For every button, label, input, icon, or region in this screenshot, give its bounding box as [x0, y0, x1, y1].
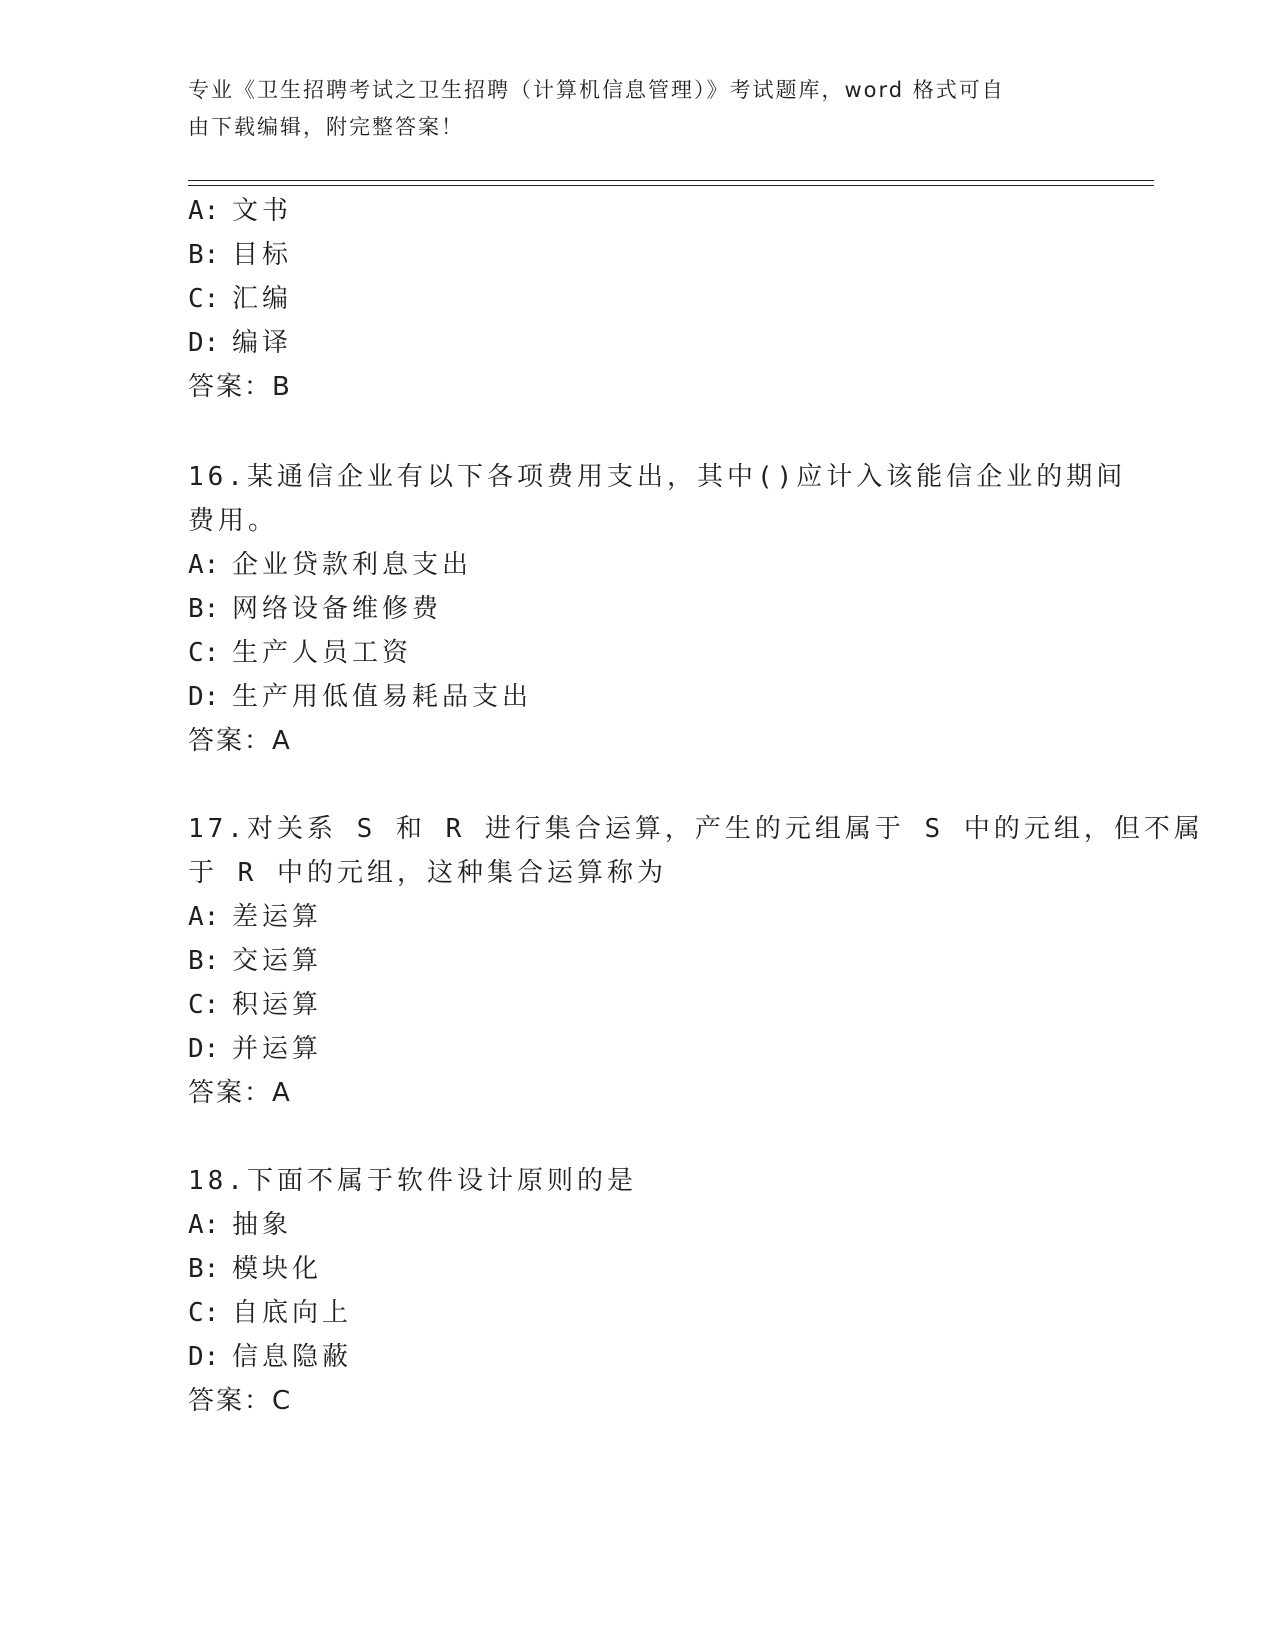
q16-option-d: D: 生产用低值易耗品支出 — [188, 682, 533, 712]
header-line-2: 由下载编辑，附完整答案！ — [188, 115, 464, 139]
question-18-text: 18.下面不属于软件设计原则的是 — [188, 1166, 637, 1196]
q17-option-c: C: 积运算 — [188, 990, 323, 1020]
question-16-text-cont: 费用。 — [188, 506, 279, 536]
q18-option-a: A: 抽象 — [188, 1210, 293, 1240]
option-d: D: 编译 — [188, 328, 293, 358]
header-rule-top — [188, 180, 1154, 181]
q18-answer: 答案：C — [188, 1386, 293, 1416]
q16-option-c: C: 生产人员工资 — [188, 638, 413, 668]
question-17-text-cont: 于 R 中的元组，这种集合运算称为 — [188, 858, 667, 888]
q17-option-d: D: 并运算 — [188, 1034, 323, 1064]
q17-answer: 答案：A — [188, 1078, 292, 1108]
option-b: B: 目标 — [188, 240, 293, 270]
option-a: A: 文书 — [188, 196, 293, 226]
question-16-text: 16.某通信企业有以下各项费用支出，其中()应计入该能信企业的期间 — [188, 462, 1127, 492]
q18-option-b: B: 模块化 — [188, 1254, 323, 1284]
q18-option-d: D: 信息隐蔽 — [188, 1342, 353, 1372]
question-17-text: 17.对关系 S 和 R 进行集合运算，产生的元组属于 S 中的元组，但不属 — [188, 814, 1204, 844]
q17-option-a: A: 差运算 — [188, 902, 323, 932]
q16-option-a: A: 企业贷款利息支出 — [188, 550, 473, 580]
answer-line: 答案：B — [188, 372, 292, 402]
q16-answer: 答案：A — [188, 726, 292, 756]
q16-option-b: B: 网络设备维修费 — [188, 594, 443, 624]
header-line-1: 专业《卫生招聘考试之卫生招聘（计算机信息管理）》考试题库，word 格式可自 — [188, 78, 1005, 102]
header-rule-bottom — [188, 185, 1154, 186]
q17-option-b: B: 交运算 — [188, 946, 323, 976]
option-c: C: 汇编 — [188, 284, 293, 314]
document-header — [188, 72, 1068, 146]
q18-option-c: C: 自底向上 — [188, 1298, 353, 1328]
